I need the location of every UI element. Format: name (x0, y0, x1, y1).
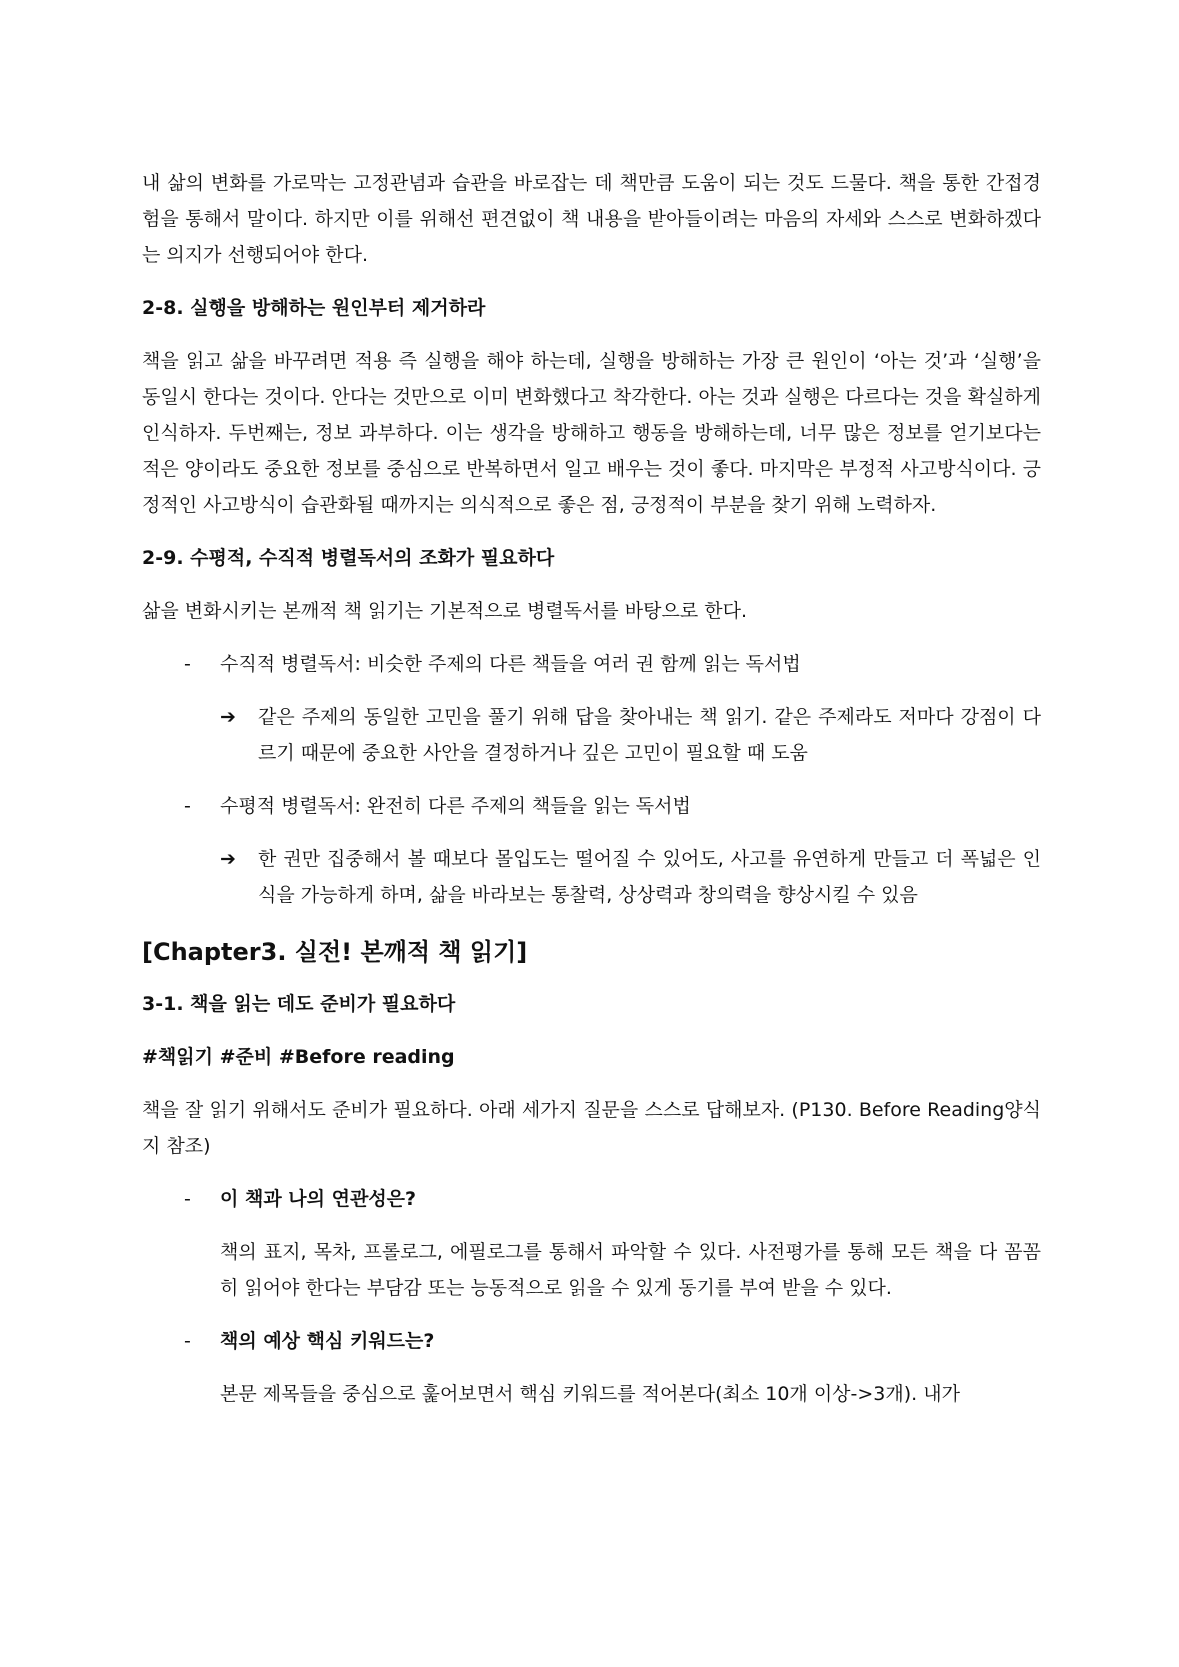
arrow-right-icon: ➔ (220, 848, 236, 870)
section-3-1-tags: #책읽기 #준비 #Before reading (142, 1046, 455, 1068)
bullet-text: 수직적 병렬독서: 비슷한 주제의 다른 책들을 여러 권 함께 읽는 독서법 (220, 653, 801, 675)
dash-bullet: - (184, 1330, 191, 1352)
arrow-item-horizontal (142, 841, 1041, 913)
dash-bullet: - (184, 653, 191, 675)
section-3-1-body: 책을 잘 읽기 위해서도 준비가 필요하다. 아래 세가지 질문을 스스로 답해보자. (P130. Before Reading양식지 참조) (142, 1099, 1041, 1157)
question-keywords (142, 1323, 1041, 1359)
arrow-right-icon: ➔ (220, 706, 236, 728)
bullet-horizontal-reading (142, 788, 1041, 824)
dash-bullet: - (184, 1188, 191, 1210)
dash-bullet: - (184, 795, 191, 817)
answer-relevance: 책의 표지, 목차, 프롤로그, 에필로그를 통해서 파악할 수 있다. 사전평가를 통해 모든 책을 다 꼼꼼히 읽어야 한다는 부담감 또는 능동적으로 읽을 수 있게 동기를 부여 받을 수 있다. (220, 1241, 1041, 1299)
question-text: 이 책과 나의 연관성은? (220, 1188, 417, 1210)
bullet-text: 수평적 병렬독서: 완전히 다른 주제의 책들을 읽는 독서법 (220, 795, 691, 817)
arrow-text: 같은 주제의 동일한 고민을 풀기 위해 답을 찾아내는 책 읽기. 같은 주제라도 저마다 강점이 다르기 때문에 중요한 사안을 결정하거나 깊은 고민이 필요할 때 도움 (258, 706, 1041, 764)
section-2-8-heading: 2-8. 실행을 방해하는 원인부터 제거하라 (142, 297, 486, 319)
arrow-item-vertical (142, 699, 1041, 771)
question-relevance (142, 1181, 1041, 1217)
bullet-vertical-reading (142, 646, 1041, 682)
question-text: 책의 예상 핵심 키워드는? (220, 1330, 435, 1352)
section-3-1-heading: 3-1. 책을 읽는 데도 준비가 필요하다 (142, 993, 456, 1015)
answer-keywords: 본문 제목들을 중심으로 훑어보면서 핵심 키워드를 적어본다(최소 10개 이상->3개). 내가 (220, 1383, 960, 1405)
arrow-text: 한 권만 집중해서 볼 때보다 몰입도는 떨어질 수 있어도, 사고를 유연하게 만들고 더 폭넓은 인식을 가능하게 하며, 삶을 바라보는 통찰력, 상상력과 창의력을 향상시킬 수 있음 (258, 848, 1041, 906)
intro-paragraph: 내 삶의 변화를 가로막는 고정관념과 습관을 바로잡는 데 책만큼 도움이 되는 것도 드물다. 책을 통한 간접경험을 통해서 말이다. 하지만 이를 위해선 편견없이 책 내용을 받아들이려는 마음의 자세와 스스로 변화하겠다는 의지가 선행되어야 한다. (142, 172, 1041, 266)
section-2-9-heading: 2-9. 수평적, 수직적 병렬독서의 조화가 필요하다 (142, 547, 555, 569)
chapter-3-title: [Chapter3. 실전! 본깨적 책 읽기] (142, 938, 528, 966)
section-2-9-body: 삶을 변화시키는 본깨적 책 읽기는 기본적으로 병렬독서를 바탕으로 한다. (142, 600, 747, 622)
section-2-8-body: 책을 읽고 삶을 바꾸려면 적용 즉 실행을 해야 하는데, 실행을 방해하는 가장 큰 원인이 ‘아는 것’과 ‘실행’을 동일시 한다는 것이다. 안다는 것만으로 이미 변화했다고 착각한다. 아는 것과 실행은 다르다는 것을 확실하게 인식하자. 두번째는, 정보 과부하다. 이는 생각을 방해하고 행동을 방해하는데, 너무 많은 정보를 얻기보다는 적은 양이라도 중요한 정보를 중심으로 반복하면서 일고 배우는 것이 좋다. 마지막은 부정적 사고방식이다. 긍정적인 사고방식이 습관화될 때까지는 의식적으로 좋은 점, 긍정적이 부분을 찾기 위해 노력하자. (142, 350, 1041, 516)
